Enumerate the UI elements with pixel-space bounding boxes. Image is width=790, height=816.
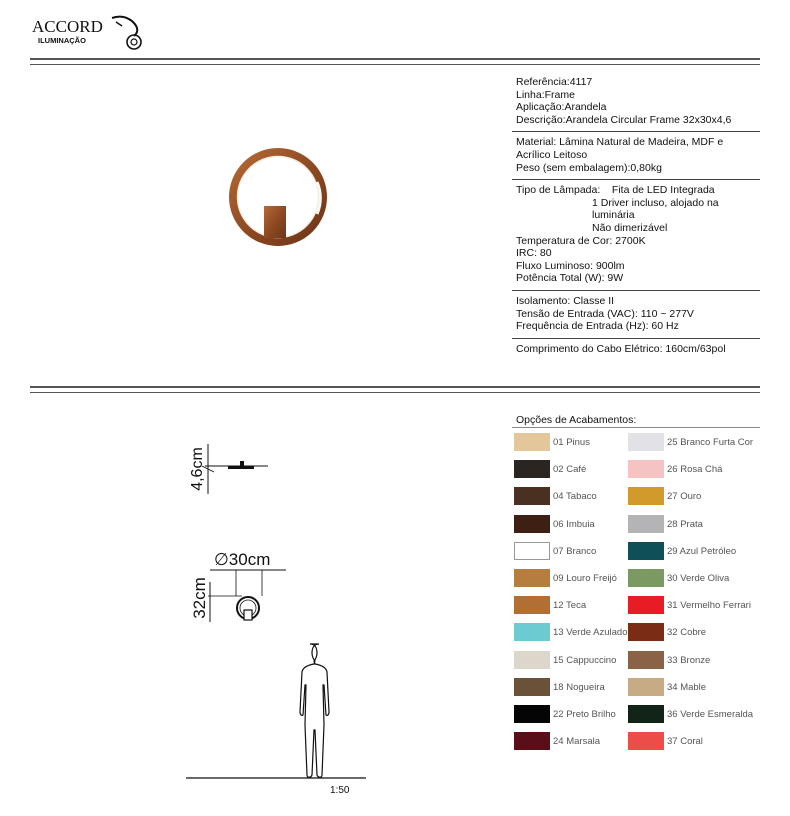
spec-block-electrical	[512, 291, 760, 338]
spec-application: Aplicação:Arandela	[516, 101, 607, 114]
finish-swatch[interactable]	[514, 515, 550, 533]
finish-swatch[interactable]	[514, 460, 550, 478]
finish-label: 32 Cobre	[667, 627, 707, 639]
finish-swatch[interactable]	[628, 487, 664, 505]
finish-swatch[interactable]	[628, 460, 664, 478]
finish-label: 33 Bronze	[667, 654, 711, 666]
spec-irc: IRC: 80	[516, 247, 552, 260]
finish-label: 15 Cappuccino	[553, 654, 617, 666]
spec-lamp-type: Tipo de Lâmpada: Fita de LED Integrada	[516, 184, 715, 197]
logo-name: ACCORD	[32, 17, 103, 36]
finish-swatch[interactable]	[514, 433, 550, 451]
finish-swatch[interactable]	[628, 596, 664, 614]
finish-label: 24 Marsala	[553, 736, 600, 748]
spec-lamp-dimmable: Não dimerizável	[592, 221, 668, 234]
finish-swatch[interactable]	[628, 651, 664, 669]
finish-label: 36 Verde Esmeralda	[667, 709, 754, 720]
finish-label: 12 Teca	[553, 600, 587, 612]
finish-swatch[interactable]	[514, 705, 550, 723]
finish-swatch[interactable]	[628, 569, 664, 587]
logo-subtitle: ILUMINAÇÃO	[38, 36, 86, 45]
spec-block-cable	[512, 339, 760, 361]
finish-swatch[interactable]	[514, 542, 550, 560]
finish-label: 04 Tabaco	[553, 491, 597, 503]
finish-swatch[interactable]	[628, 705, 664, 723]
spec-power: Potência Total (W): 9W	[516, 272, 624, 285]
spec-block-lamp	[512, 180, 760, 290]
header-divider	[30, 58, 760, 65]
finish-swatch[interactable]	[628, 678, 664, 696]
finish-label: 25 Branco Furta Cor	[667, 437, 754, 448]
spec-material: Material: Lâmina Natural de Madeira, MDF e	[516, 136, 724, 149]
spec-luminous-flux: Fluxo Luminoso: 900lm	[516, 259, 625, 272]
finish-swatch[interactable]	[514, 623, 550, 641]
finish-label: 28 Prata	[667, 518, 703, 530]
finish-label: 06 Imbuia	[553, 518, 595, 530]
finish-label: 34 Mable	[667, 681, 707, 693]
spec-insulation: Isolamento: Classe II	[516, 294, 615, 307]
drawing-scale: 1:50	[330, 785, 350, 796]
product-photo	[228, 142, 328, 260]
finish-label: 22 Preto Brilho	[553, 709, 616, 720]
depth-dimension: 4,6cm	[189, 447, 206, 491]
finish-swatch[interactable]	[628, 515, 664, 533]
spec-panel	[512, 72, 760, 360]
finishes-title: Opções de Acabamentos:	[516, 414, 637, 426]
spec-description: Descrição:Arandela Circular Frame 32x30x4,6	[516, 113, 732, 126]
finish-label: 02 Café	[553, 464, 587, 476]
human-scale-figure	[186, 640, 366, 782]
finish-label: 09 Louro Freijó	[553, 573, 617, 584]
spec-block-identification	[512, 72, 760, 131]
finish-label: 18 Nogueira	[553, 681, 605, 693]
finish-label: 29 Azul Petróleo	[667, 545, 737, 557]
finish-swatch[interactable]	[514, 569, 550, 587]
spec-block-material	[512, 132, 760, 179]
spec-color-temp: Temperatura de Cor: 2700K	[516, 234, 646, 247]
finish-label: 30 Verde Oliva	[667, 573, 730, 584]
finish-swatch[interactable]	[514, 678, 550, 696]
finish-label: 37 Coral	[667, 736, 703, 748]
spec-weight: Peso (sem embalagem):0,80kg	[516, 161, 662, 174]
height-dimension: 32cm	[190, 577, 209, 619]
diameter-dimension: ∅30cm	[214, 550, 271, 569]
side-view-drawing	[188, 436, 278, 500]
finish-label: 13 Verde Azulado	[553, 627, 628, 639]
finish-label: 26 Rosa Chá	[667, 464, 723, 476]
brand-logo	[30, 12, 150, 52]
finish-label: 07 Branco	[553, 545, 597, 557]
finish-swatch[interactable]	[628, 433, 664, 451]
front-view-drawing	[190, 548, 300, 628]
finish-swatch[interactable]	[628, 623, 664, 641]
finish-swatch[interactable]	[514, 487, 550, 505]
finish-label: 31 Vermelho Ferrari	[667, 600, 751, 612]
spec-frequency: Frequência de Entrada (Hz): 60 Hz	[516, 320, 679, 333]
finish-label: 01 Pinus	[553, 437, 590, 448]
spec-lamp-driver: 1 Driver incluso, alojado na	[592, 196, 719, 209]
spec-material-cont: Acrílico Leitoso	[516, 148, 588, 161]
finish-swatch[interactable]	[514, 651, 550, 669]
spec-voltage: Tensão de Entrada (VAC): 110 ~ 277V	[516, 307, 694, 320]
finish-label: 27 Ouro	[667, 491, 702, 503]
spec-reference: Referência:4117	[516, 76, 593, 88]
finish-swatch[interactable]	[628, 542, 664, 560]
spec-line: Linha:Frame	[516, 88, 575, 101]
logo-graphic	[30, 12, 150, 52]
finish-swatch[interactable]	[514, 596, 550, 614]
finish-swatch[interactable]	[514, 732, 550, 750]
finishes-divider	[512, 427, 760, 428]
section-divider	[30, 386, 760, 393]
spec-cable: Comprimento do Cabo Elétrico: 160cm/63pol	[516, 342, 726, 355]
spec-lamp-driver-cont: luminária	[592, 209, 635, 222]
finish-swatch[interactable]	[628, 732, 664, 750]
